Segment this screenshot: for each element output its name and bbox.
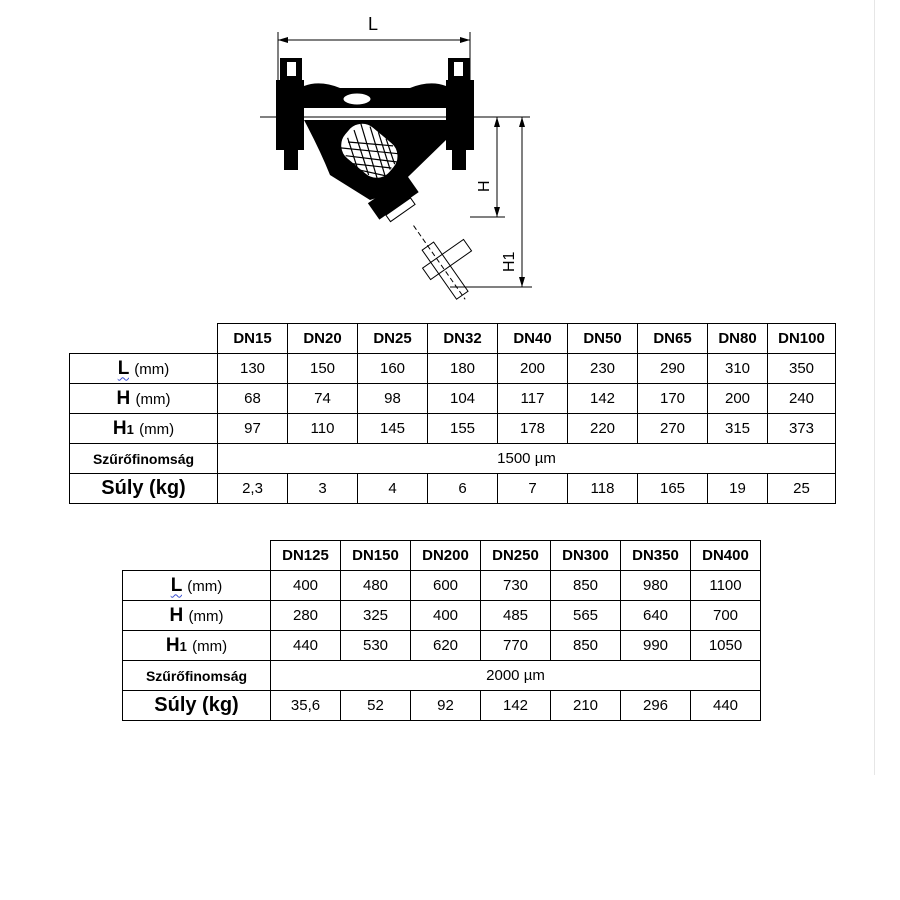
- table-cell: 485: [481, 601, 551, 631]
- table-cell: 118: [568, 474, 638, 504]
- table-row-H1: [123, 631, 761, 661]
- fineness-value: 1500 µm: [218, 444, 836, 474]
- label-L-letter: L: [170, 574, 182, 596]
- label-unit: (mm): [135, 390, 171, 408]
- table-cell: 280: [271, 601, 341, 631]
- table-cell: 74: [288, 384, 358, 414]
- table-cell: 3: [288, 474, 358, 504]
- table-cell: 296: [621, 691, 691, 721]
- header-row: [70, 324, 836, 354]
- table-cell: 210: [551, 691, 621, 721]
- table-cell: 170: [638, 384, 708, 414]
- row-label-fineness: Szűrőfinomság: [70, 444, 218, 474]
- table-cell: 700: [691, 601, 761, 631]
- label-subscript: 1: [126, 421, 134, 437]
- table-cell: 400: [271, 571, 341, 601]
- table-cell: 220: [568, 414, 638, 444]
- table-cell: 440: [271, 631, 341, 661]
- table-cell: 990: [621, 631, 691, 661]
- header-cell: DN300: [551, 541, 621, 571]
- table-cell: 142: [481, 691, 551, 721]
- table-cell: 180: [428, 354, 498, 384]
- table-row-fineness: [70, 444, 836, 474]
- label-unit: (mm): [134, 360, 170, 378]
- table-cell: 98: [358, 384, 428, 414]
- table-cell: 6: [428, 474, 498, 504]
- row-label-H1: [123, 631, 271, 661]
- table-cell: 400: [411, 601, 481, 631]
- header-cell: DN50: [568, 324, 638, 354]
- table-cell: 1100: [691, 571, 761, 601]
- table-row-weight: [123, 691, 761, 721]
- table-cell: 165: [638, 474, 708, 504]
- spec-table-small-sizes: [69, 323, 836, 504]
- table-cell: 160: [358, 354, 428, 384]
- table-row-L: [123, 571, 761, 601]
- table-cell: 4: [358, 474, 428, 504]
- label-L: L: [368, 14, 379, 34]
- table-cell: 35,6: [271, 691, 341, 721]
- header-cell: DN15: [218, 324, 288, 354]
- table-cell: 145: [358, 414, 428, 444]
- page-edge-line: [874, 0, 875, 775]
- table-cell: 230: [568, 354, 638, 384]
- row-label-H1: [70, 414, 218, 444]
- table-cell: 530: [341, 631, 411, 661]
- label-H1-letter: H: [112, 417, 127, 439]
- table-cell: 92: [411, 691, 481, 721]
- table-cell: 2,3: [218, 474, 288, 504]
- table-row-H1: [70, 414, 836, 444]
- strainer-drawing: [260, 0, 560, 300]
- table-cell: 600: [411, 571, 481, 601]
- label-unit: (mm): [187, 577, 223, 595]
- table-row-H: [123, 601, 761, 631]
- header-cell: DN250: [481, 541, 551, 571]
- table-cell: 97: [218, 414, 288, 444]
- label-unit: (mm): [139, 420, 175, 438]
- table-cell: 850: [551, 631, 621, 661]
- header-cell: DN32: [428, 324, 498, 354]
- table-cell: 620: [411, 631, 481, 661]
- table-cell: 480: [341, 571, 411, 601]
- table-cell: 373: [768, 414, 836, 444]
- header-cell: DN25: [358, 324, 428, 354]
- table-cell: 850: [551, 571, 621, 601]
- table-cell: 640: [621, 601, 691, 631]
- table-cell: 1050: [691, 631, 761, 661]
- table-cell: 104: [428, 384, 498, 414]
- row-label-weight: Súly (kg): [70, 474, 218, 504]
- spec-table-large-sizes: [122, 540, 761, 721]
- label-subscript: 1: [179, 638, 187, 654]
- table-cell: 110: [288, 414, 358, 444]
- table-cell: 565: [551, 601, 621, 631]
- table-cell: 770: [481, 631, 551, 661]
- table-cell: 325: [341, 601, 411, 631]
- table-cell: 440: [691, 691, 761, 721]
- label-H1: H1: [501, 251, 518, 272]
- table-cell: 7: [498, 474, 568, 504]
- corner-cell: [70, 324, 218, 354]
- table-cell: 350: [768, 354, 836, 384]
- label-unit: (mm): [192, 637, 228, 655]
- table-cell: 150: [288, 354, 358, 384]
- label-unit: (mm): [188, 607, 224, 625]
- table-cell: 730: [481, 571, 551, 601]
- row-label-L: [123, 571, 271, 601]
- table-cell: 200: [498, 354, 568, 384]
- row-label-weight: Súly (kg): [123, 691, 271, 721]
- y-strainer-diagram: [260, 0, 560, 300]
- table-cell: 25: [768, 474, 836, 504]
- fineness-value: 2000 µm: [271, 661, 761, 691]
- header-cell: DN65: [638, 324, 708, 354]
- table-cell: 155: [428, 414, 498, 444]
- table-cell: 240: [768, 384, 836, 414]
- row-label-H: [70, 384, 218, 414]
- table-cell: 315: [708, 414, 768, 444]
- header-cell: DN150: [341, 541, 411, 571]
- header-cell: DN100: [768, 324, 836, 354]
- header-row: [123, 541, 761, 571]
- table-cell: 142: [568, 384, 638, 414]
- header-cell: DN80: [708, 324, 768, 354]
- table-cell: 270: [638, 414, 708, 444]
- row-label-H: [123, 601, 271, 631]
- label-L-letter: L: [117, 357, 129, 379]
- table-cell: 52: [341, 691, 411, 721]
- header-cell: DN350: [621, 541, 691, 571]
- table-row-weight: [70, 474, 836, 504]
- table-row-H: [70, 384, 836, 414]
- table-cell: 68: [218, 384, 288, 414]
- header-cell: DN40: [498, 324, 568, 354]
- table-row-fineness: [123, 661, 761, 691]
- header-cell: DN125: [271, 541, 341, 571]
- header-cell: DN200: [411, 541, 481, 571]
- table-row-L: [70, 354, 836, 384]
- table-cell: 130: [218, 354, 288, 384]
- table-cell: 200: [708, 384, 768, 414]
- header-cell: DN400: [691, 541, 761, 571]
- table-cell: 290: [638, 354, 708, 384]
- table-cell: 19: [708, 474, 768, 504]
- row-label-L: [70, 354, 218, 384]
- table-cell: 178: [498, 414, 568, 444]
- table-cell: 117: [498, 384, 568, 414]
- label-H1-letter: H: [165, 634, 180, 656]
- row-label-fineness: Szűrőfinomság: [123, 661, 271, 691]
- corner-cell: [123, 541, 271, 571]
- label-H-letter: H: [116, 387, 131, 409]
- table-cell: 310: [708, 354, 768, 384]
- table-cell: 980: [621, 571, 691, 601]
- label-H: H: [476, 180, 493, 192]
- header-cell: DN20: [288, 324, 358, 354]
- label-H-letter: H: [169, 604, 184, 626]
